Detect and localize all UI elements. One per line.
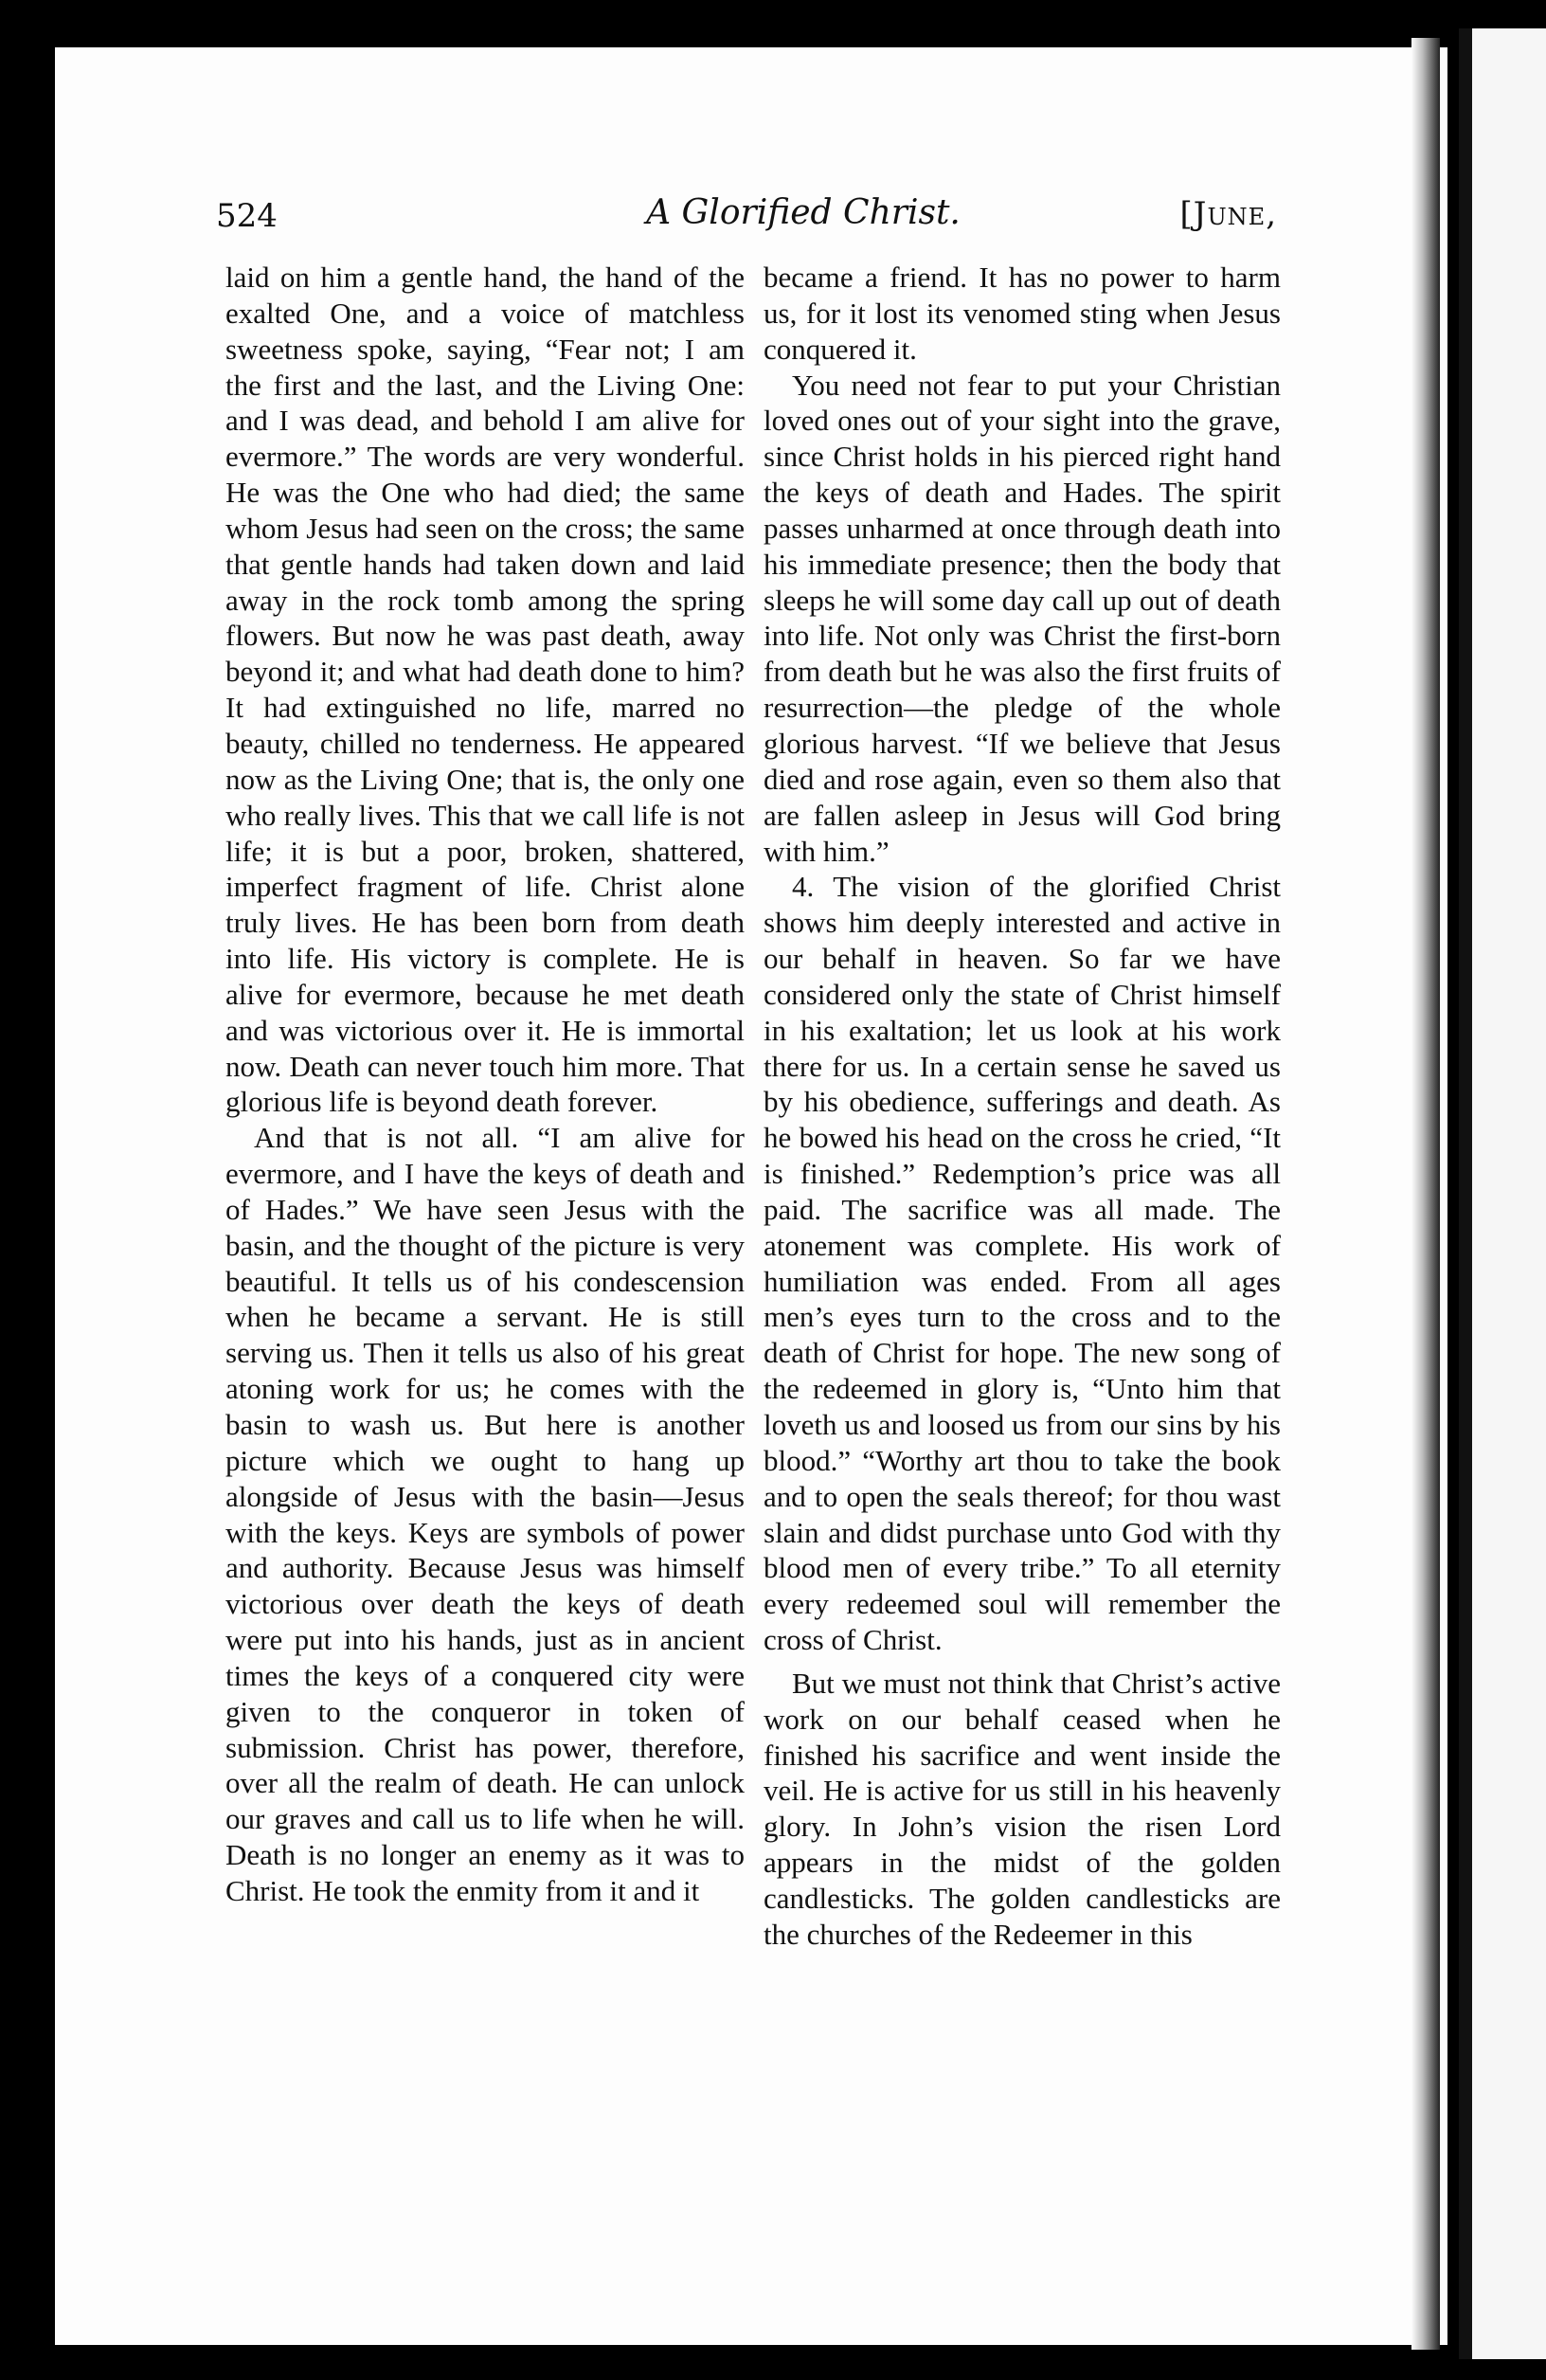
paragraph: 4. The vision of the glorified Christ shows him deeply interested and active in our behalf in heaven. So far we have considered only the state of Christ himself in his exaltation; let us look at his work there for us. In a certain sense he saved us by his obedience, sufferings and death. As he bowed his head on the cross he cried, “It is finished.” Redemption’s price was all paid. The sacrifice was all made. The atonement was complete. His work of humiliation was ended. From all ages men’s eyes turn to the cross and to the death of Christ for hope. The new song of the redeemed in glory is, “Unto him that loveth us and loosed us from our sins by his blood.” “Worthy art thou to take the book and to open the seals thereof; for thou wast slain and didst purchase unto God with thy blood men of every tribe.” To all eternity every redeemed soul will remember the cross of Christ. bbox=[764, 870, 1281, 1657]
running-header bbox=[216, 193, 1277, 246]
running-title: A Glorified Christ. bbox=[646, 193, 961, 232]
paragraph: But we must not think that Christ’s active work on our behalf ceased when he finished his sacrifice and went inside the veil. He is active for us still in his heavenly glory. In John’s vision the risen Lord appears in the midst of the golden candlesticks. The golden candlesticks are the churches of the Redeemer in this bbox=[764, 1666, 1281, 1951]
paragraph: became a friend. It has no power to harm us, for it lost its venomed sting when Jesus conquered it. bbox=[764, 261, 1281, 366]
adjacent-page-edge bbox=[1459, 28, 1546, 2359]
month-label: [June, bbox=[1179, 195, 1277, 233]
page-number: 524 bbox=[216, 197, 278, 235]
paragraph: And that is not all. “I am alive for evermore, and I have the keys of death and of Hades.” We have seen Jesus with the basin, and the thought of the picture is very beautiful. It tells us of his condescension when he became a servant. He is still serving us. Then it tells us also of his great atoning work for us; he comes with the basin to wash us. But here is another picture which we ought to hang up alongside of Jesus with the basin—Jesus with the keys. Keys are symbols of power and authority. Because Jesus was himself victorious over death the keys of death were put into his hands, just as in ancient times the keys of a conquered city were given to the conqueror in token of submission. Christ has power, therefore, over all the realm of death. He can unlock our graves and call us to life when he will. Death is no longer an enemy as it was to Christ. He took the enmity from it and it bbox=[225, 1121, 745, 1907]
paragraph: You need not fear to put your Christian loved ones out of your sight into the grave, since Christ holds in his pierced right hand the keys of death and Hades. The spirit passes unharmed at once through death into his immediate presence; then the body that sleeps he will some day call up out of death into life. Not only was Christ the first-born from death but he was also the first fruits of resurrection—the pledge of the whole glorious harvest. “If we believe that Jesus died and rose again, even so them also that are fallen asleep in Jesus will God bring with him.” bbox=[764, 368, 1281, 868]
right-column bbox=[764, 260, 1281, 1953]
paragraph: laid on him a gentle hand, the hand of the exalted One, and a voice of matchless sweetness spoke, saying, “Fear not; I am the first and the last, and the Living One: and I was dead, and behold I am alive for evermore.” The words are very wonderful. He was the One who had died; the same whom Jesus had seen on the cross; the same that gentle hands had taken down and laid away in the rock tomb among the spring flowers. But now he was past death, away beyond it; and what had death done to him? It had extinguished no life, marred no beauty, chilled no tenderness. He appeared now as the Living One; that is, the only one who really lives. This that we call life is not life; it is but a poor, broken, shattered, imperfect fragment of life. Christ alone truly lives. He has been born from death into life. His victory is complete. He is alive for evermore, because he met death and was victorious over it. He is immortal now. Death can never touch him more. That glorious life is beyond death forever. bbox=[225, 261, 745, 1119]
gutter-shadow bbox=[1411, 38, 1440, 2350]
left-column bbox=[225, 260, 745, 1909]
